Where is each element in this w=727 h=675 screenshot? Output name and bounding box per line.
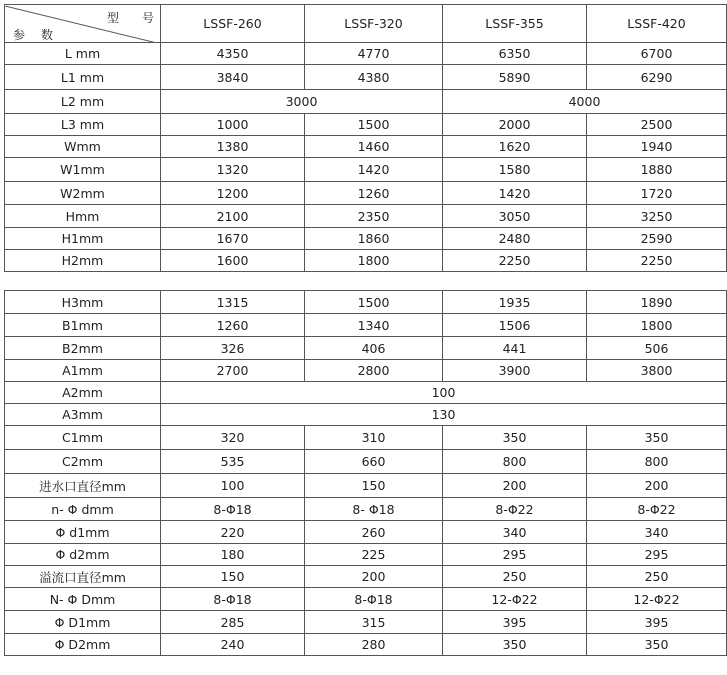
value-cell: 240 [161,634,305,656]
value-cell: 350 [443,426,587,450]
value-cell: 285 [161,611,305,634]
value-cell: 1880 [587,158,727,182]
row-label: W2mm [5,182,161,205]
value-cell: 315 [305,611,443,634]
value-cell: 12-Φ22 [587,588,727,611]
merged-value-cell: 130 [161,404,727,426]
value-cell: 2500 [587,114,727,136]
value-cell: 220 [161,521,305,544]
value-cell: 350 [443,634,587,656]
value-cell: 310 [305,426,443,450]
value-cell: 535 [161,450,305,474]
row-label: 进水口直径mm [5,474,161,498]
value-cell: 225 [305,544,443,566]
value-cell: 1935 [443,291,587,314]
row-label: W1mm [5,158,161,182]
spec-table-bottom [4,290,727,656]
table-row [5,360,727,382]
corner-cell [5,5,161,43]
value-cell: 8-Φ22 [587,498,727,521]
row-label: H3mm [5,291,161,314]
table-row [5,314,727,337]
value-cell: 6350 [443,43,587,65]
table-row [5,205,727,228]
value-cell: 350 [587,426,727,450]
value-cell: 1500 [305,114,443,136]
corner-hao: 号 [141,10,154,25]
row-label: C1mm [5,426,161,450]
value-cell: 1380 [161,136,305,158]
row-label: B1mm [5,314,161,337]
value-cell: 8-Φ18 [305,588,443,611]
table-row [5,450,727,474]
row-label: n- Φ dmm [5,498,161,521]
diagonal-line [5,6,161,43]
value-cell: 295 [587,544,727,566]
row-label: H1mm [5,228,161,250]
value-cell: 660 [305,450,443,474]
value-cell: 3900 [443,360,587,382]
table-row [5,250,727,272]
row-label: Φ d1mm [5,521,161,544]
value-cell: 3050 [443,205,587,228]
value-cell: 326 [161,337,305,360]
value-cell: 1940 [587,136,727,158]
value-cell: 8-Φ18 [161,498,305,521]
value-cell: 2480 [443,228,587,250]
value-cell: 350 [587,634,727,656]
row-label: N- Φ Dmm [5,588,161,611]
table-row [5,566,727,588]
value-cell: 1860 [305,228,443,250]
value-cell: 180 [161,544,305,566]
table-row [5,521,727,544]
merged-value-cell: 3000 [161,90,443,114]
value-cell: 1800 [305,250,443,272]
row-label: Φ d2mm [5,544,161,566]
corner-shu: 数 [41,27,54,42]
value-cell: 1460 [305,136,443,158]
value-cell: 1720 [587,182,727,205]
header-row [5,5,727,43]
merged-value-cell: 100 [161,382,727,404]
value-cell: 3800 [587,360,727,382]
value-cell: 295 [443,544,587,566]
value-cell: 4770 [305,43,443,65]
value-cell: 506 [587,337,727,360]
corner-xing: 型 [107,10,120,25]
value-cell: 1320 [161,158,305,182]
table-row [5,114,727,136]
value-cell: 200 [443,474,587,498]
value-cell: 260 [305,521,443,544]
row-label: B2mm [5,337,161,360]
value-cell: 1420 [443,182,587,205]
value-cell: 800 [443,450,587,474]
row-label: Hmm [5,205,161,228]
row-label: Φ D1mm [5,611,161,634]
table-row [5,158,727,182]
value-cell: 800 [587,450,727,474]
model-header: LSSF-355 [443,5,587,43]
value-cell: 320 [161,426,305,450]
value-cell: 441 [443,337,587,360]
value-cell: 2250 [443,250,587,272]
row-label: L3 mm [5,114,161,136]
value-cell: 3250 [587,205,727,228]
row-label: Φ D2mm [5,634,161,656]
value-cell: 2000 [443,114,587,136]
value-cell: 2590 [587,228,727,250]
value-cell: 340 [587,521,727,544]
value-cell: 1506 [443,314,587,337]
value-cell: 6290 [587,65,727,90]
row-label: L mm [5,43,161,65]
merged-value-cell: 4000 [443,90,727,114]
row-label: C2mm [5,450,161,474]
value-cell: 1260 [305,182,443,205]
table-row [5,382,727,404]
value-cell: 8-Φ18 [161,588,305,611]
table-row [5,611,727,634]
value-cell: 1340 [305,314,443,337]
table-row [5,544,727,566]
model-header: LSSF-420 [587,5,727,43]
table-row [5,65,727,90]
row-label: 溢流口直径mm [5,566,161,588]
table-row [5,588,727,611]
table-row [5,474,727,498]
model-header: LSSF-320 [305,5,443,43]
value-cell: 1200 [161,182,305,205]
value-cell: 200 [305,566,443,588]
row-label: L2 mm [5,90,161,114]
table-row [5,634,727,656]
value-cell: 2700 [161,360,305,382]
value-cell: 1670 [161,228,305,250]
value-cell: 1315 [161,291,305,314]
value-cell: 8-Φ22 [443,498,587,521]
value-cell: 8- Φ18 [305,498,443,521]
value-cell: 1000 [161,114,305,136]
value-cell: 1800 [587,314,727,337]
value-cell: 395 [587,611,727,634]
table-row [5,291,727,314]
value-cell: 200 [587,474,727,498]
table-row [5,404,727,426]
value-cell: 340 [443,521,587,544]
row-label: A1mm [5,360,161,382]
value-cell: 1260 [161,314,305,337]
value-cell: 150 [161,566,305,588]
value-cell: 1500 [305,291,443,314]
value-cell: 2250 [587,250,727,272]
value-cell: 4380 [305,65,443,90]
row-label: A2mm [5,382,161,404]
value-cell: 2350 [305,205,443,228]
section-gap [0,280,727,290]
value-cell: 1620 [443,136,587,158]
value-cell: 2800 [305,360,443,382]
row-label: Wmm [5,136,161,158]
row-label: H2mm [5,250,161,272]
row-label: A3mm [5,404,161,426]
value-cell: 150 [305,474,443,498]
table-row [5,90,727,114]
value-cell: 1890 [587,291,727,314]
value-cell: 1600 [161,250,305,272]
table-row [5,182,727,205]
row-label: L1 mm [5,65,161,90]
value-cell: 250 [587,566,727,588]
value-cell: 6700 [587,43,727,65]
value-cell: 100 [161,474,305,498]
value-cell: 4350 [161,43,305,65]
value-cell: 250 [443,566,587,588]
value-cell: 2100 [161,205,305,228]
corner-can: 参 [13,27,26,42]
table-row [5,498,727,521]
value-cell: 406 [305,337,443,360]
value-cell: 1420 [305,158,443,182]
table-row [5,426,727,450]
value-cell: 5890 [443,65,587,90]
value-cell: 12-Φ22 [443,588,587,611]
model-header: LSSF-260 [161,5,305,43]
value-cell: 3840 [161,65,305,90]
table-row [5,228,727,250]
value-cell: 1580 [443,158,587,182]
table-row [5,337,727,360]
value-cell: 395 [443,611,587,634]
table-row [5,136,727,158]
table-row [5,43,727,65]
value-cell: 280 [305,634,443,656]
spec-table-top [4,4,727,272]
